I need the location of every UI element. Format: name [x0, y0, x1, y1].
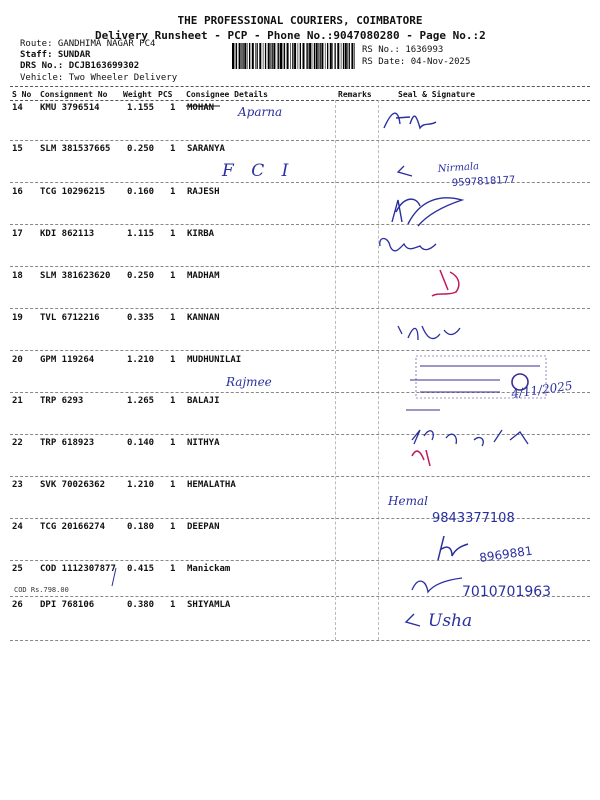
barcode-bar	[252, 43, 254, 69]
barcode-bar	[280, 43, 282, 69]
barcode-bar	[232, 43, 234, 69]
hw-hemal: Hemal	[388, 494, 428, 508]
cell-weight: 1.155	[127, 103, 155, 113]
row-separator	[10, 560, 590, 561]
barcode-bar	[354, 43, 355, 69]
cell-pcs: 1	[170, 271, 176, 281]
cell-sno: 16	[12, 187, 23, 197]
barcode-bar	[272, 43, 273, 69]
cell-sno: 19	[12, 313, 23, 323]
barcode-bar	[332, 43, 333, 69]
barcode-bar	[257, 43, 258, 69]
cod-amount: COD Rs.798.00	[14, 586, 69, 594]
row-separator	[10, 476, 590, 477]
barcode-bar	[343, 43, 344, 69]
cell-pcs: 1	[170, 564, 176, 574]
barcode-bar	[298, 43, 299, 69]
barcode-bar	[318, 43, 319, 69]
sig-22	[412, 430, 528, 446]
cell-consignment: GPM 119264	[40, 355, 95, 365]
cell-weight: 1.210	[127, 355, 155, 365]
cell-consignment: TCG 20166274	[40, 522, 106, 532]
barcode-bar	[330, 43, 332, 69]
rs-number: RS No.: 1636993	[362, 45, 444, 55]
cell-consignment: SLM 381537665	[40, 144, 111, 154]
hw-nirmala: Nirmala	[437, 161, 480, 175]
cell-consignment: KMU 3796514	[40, 103, 100, 113]
cell-sno: 21	[12, 396, 23, 406]
barcode-bar	[320, 43, 321, 69]
barcode-bar	[268, 43, 270, 69]
hw-phone-15: 9597818177	[451, 174, 516, 189]
col-consignment: Consignment No	[40, 90, 108, 99]
row-separator	[10, 518, 590, 519]
row-separator	[10, 640, 590, 641]
row-separator	[10, 266, 590, 267]
hw-phone-25: 7010701963	[462, 584, 552, 600]
cell-sno: 22	[12, 438, 23, 448]
cell-consignment: TVL 6712216	[40, 313, 100, 323]
barcode-bar	[337, 43, 339, 69]
sig-24	[438, 536, 468, 560]
cell-consignment: SLM 381623620	[40, 271, 111, 281]
cell-sno: 25	[12, 564, 23, 574]
cell-consignee: SARANYA	[187, 144, 225, 154]
cell-weight: 0.380	[127, 600, 155, 610]
barcode-bar	[270, 43, 271, 69]
row-separator	[10, 350, 590, 351]
barcode-bar	[283, 43, 284, 69]
sig-14	[384, 113, 436, 128]
barcode-bar	[306, 43, 307, 69]
barcode-bar	[309, 43, 311, 69]
vehicle-label: Vehicle: Two Wheeler Delivery	[20, 73, 178, 83]
cell-consignment: TRP 6293	[40, 396, 84, 406]
hw-fci: F C I	[222, 161, 295, 181]
sig-25	[412, 578, 462, 592]
cell-weight: 0.140	[127, 438, 155, 448]
barcode-bar	[259, 43, 261, 69]
cell-weight: 0.180	[127, 522, 155, 532]
cell-sno: 18	[12, 271, 23, 281]
barcode-bar	[300, 43, 301, 69]
barcode-bar	[327, 43, 328, 69]
barcode-bar	[314, 43, 315, 69]
cell-sno: 26	[12, 600, 23, 610]
barcode-bar	[284, 43, 285, 69]
barcode-bar	[277, 43, 278, 69]
cell-consignee: Manickam	[187, 564, 231, 574]
cell-sno: 15	[12, 144, 23, 154]
barcode-bar	[347, 43, 348, 69]
barcode-bar	[349, 43, 350, 69]
row-separator	[10, 182, 590, 183]
cell-weight: 0.250	[127, 144, 155, 154]
hw-phone-24: 8969881	[478, 543, 534, 565]
barcode-bar	[239, 43, 241, 69]
staff-label: Staff: SUNDAR	[20, 50, 91, 60]
barcode-bar	[273, 43, 275, 69]
sig-15-mark	[398, 166, 412, 176]
barcode-bar	[341, 43, 342, 69]
row-separator	[10, 434, 590, 435]
hw-aparna: Aparna	[238, 105, 283, 119]
hw-date-20: 4/11/2025	[510, 378, 574, 401]
mark-22-red	[412, 450, 430, 466]
runsheet-title: Delivery Runsheet - PCP - Phone No.:9047080280 - Page No.:2	[95, 29, 486, 42]
barcode-bar	[312, 43, 313, 69]
cell-pcs: 1	[170, 229, 176, 239]
col-pcs: PCS	[158, 90, 173, 99]
sig-16	[392, 198, 462, 226]
cell-consignee: MUDHUNILAI	[187, 355, 242, 365]
barcode-bar	[351, 43, 353, 69]
barcode-bar	[294, 43, 296, 69]
cell-weight: 0.415	[127, 564, 155, 574]
row-separator	[10, 392, 590, 393]
barcode-bar	[242, 43, 243, 69]
cell-pcs: 1	[170, 438, 176, 448]
row-separator	[10, 224, 590, 225]
cell-weight: 1.210	[127, 480, 155, 490]
barcode-bar	[321, 43, 323, 69]
hw-phone-23: 9843377108	[432, 511, 515, 526]
sig-17	[380, 239, 436, 251]
cell-sno: 14	[12, 103, 23, 113]
cell-consignment: SVK 70026362	[40, 480, 106, 490]
cell-pcs: 1	[170, 313, 176, 323]
row-separator	[10, 308, 590, 309]
cell-pcs: 1	[170, 396, 176, 406]
sig-19	[398, 326, 460, 340]
cell-consignee: NITHYA	[187, 438, 220, 448]
cell-consignee: MADHAM	[187, 271, 220, 281]
barcode-image	[232, 43, 356, 69]
cell-consignment: TRP 618923	[40, 438, 95, 448]
cell-sno: 17	[12, 229, 23, 239]
barcode-bar	[265, 43, 266, 69]
hw-rajmee: Rajmee	[226, 375, 272, 389]
col-weight: Weight	[123, 90, 152, 99]
cell-consignment: TCG 10296215	[40, 187, 106, 197]
rs-date: RS Date: 04-Nov-2025	[362, 57, 471, 67]
header-rule-top	[10, 86, 590, 87]
sig-26-mark	[406, 614, 420, 626]
cell-sno: 23	[12, 480, 23, 490]
cell-pcs: 1	[170, 522, 176, 532]
cell-consignee: KIRBA	[187, 229, 215, 239]
cell-sno: 20	[12, 355, 23, 365]
barcode-bar	[345, 43, 347, 69]
cell-weight: 0.160	[127, 187, 155, 197]
row-separator	[10, 140, 590, 141]
barcode-bar	[307, 43, 308, 69]
mark-18-red	[432, 270, 459, 296]
cell-sno: 24	[12, 522, 23, 532]
barcode-bar	[263, 43, 264, 69]
barcode-bar	[249, 43, 250, 69]
barcode-bar	[325, 43, 326, 69]
barcode-bar	[247, 43, 248, 69]
cell-consignee: BALAJI	[187, 396, 220, 406]
cell-pcs: 1	[170, 187, 176, 197]
cell-consignee: RAJESH	[187, 187, 220, 197]
drs-label: DRS No.: DCJB163699302	[20, 61, 140, 71]
cell-consignee: MOHAN	[187, 103, 215, 113]
cell-pcs: 1	[170, 103, 176, 113]
company-title: THE PROFESSIONAL COURIERS, COIMBATORE	[177, 14, 423, 27]
row-separator	[10, 596, 590, 597]
cell-weight: 0.335	[127, 313, 155, 323]
barcode-bar	[244, 43, 246, 69]
barcode-bar	[236, 43, 237, 69]
cell-weight: 0.250	[127, 271, 155, 281]
col-signature: Seal & Signature	[398, 90, 476, 99]
barcode-bar	[303, 43, 305, 69]
barcode-bar	[241, 43, 242, 69]
barcode-bar	[292, 43, 293, 69]
cell-consignee: HEMALATHA	[187, 480, 236, 490]
cell-consignment: COD 1112307877	[40, 564, 116, 574]
cell-pcs: 1	[170, 144, 176, 154]
col-remarks: Remarks	[338, 90, 372, 99]
barcode-bar	[287, 43, 289, 69]
cell-weight: 1.115	[127, 229, 155, 239]
cell-pcs: 1	[170, 480, 176, 490]
stamp-seal	[512, 374, 528, 390]
cell-pcs: 1	[170, 355, 176, 365]
cell-pcs: 1	[170, 600, 176, 610]
cell-consignee: DEEPAN	[187, 522, 220, 532]
cell-consignee: KANNAN	[187, 313, 220, 323]
remarks-divider	[335, 100, 336, 640]
barcode-bar	[335, 43, 336, 69]
barcode-bar	[316, 43, 318, 69]
col-consignee: Consignee Details	[186, 90, 268, 99]
route-label: Route: GANDHIMA NAGAR PC4	[20, 39, 156, 49]
signature-divider	[378, 100, 379, 640]
cell-weight: 1.265	[127, 396, 155, 406]
barcode-bar	[278, 43, 279, 69]
cell-consignment: KDI 862113	[40, 229, 95, 239]
barcode-bar	[290, 43, 291, 69]
barcode-bar	[255, 43, 256, 69]
cell-consignee: SHIYAMLA	[187, 600, 231, 610]
barcode-bar	[235, 43, 236, 69]
hw-usha: Usha	[428, 611, 473, 631]
header-rule-bottom	[10, 100, 590, 101]
col-sno: S No	[12, 90, 32, 99]
cell-consignment: DPI 768106	[40, 600, 95, 610]
